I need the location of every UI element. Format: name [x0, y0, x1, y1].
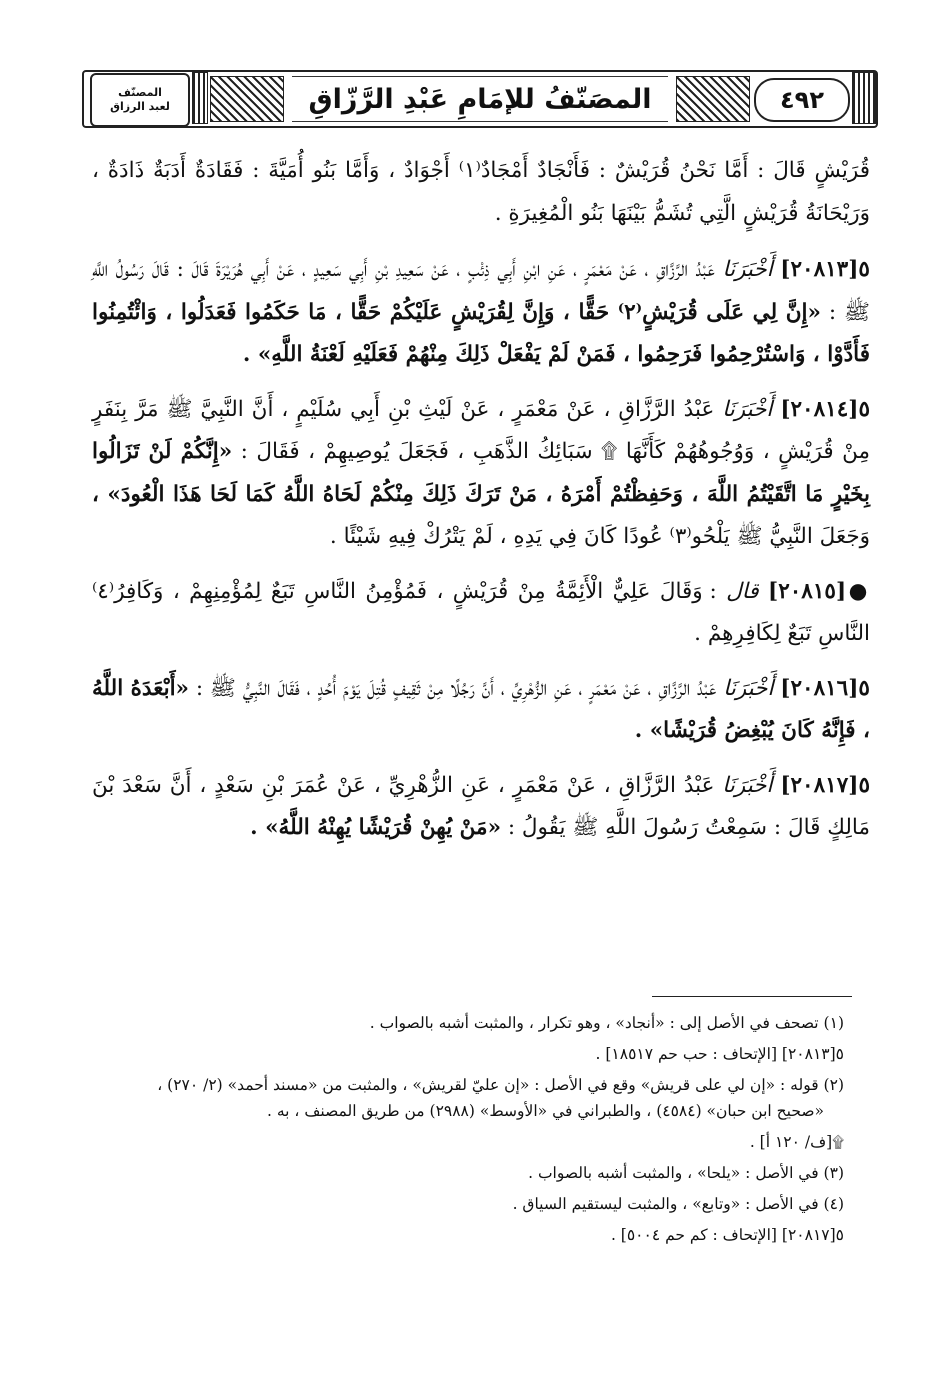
hadith-20814 [92, 389, 870, 559]
akhbarana: أَخْبَرَنَا [722, 396, 773, 422]
page-header [82, 70, 878, 128]
qala: قال [726, 578, 759, 604]
akhbarana: أَخْبَرَنَا [722, 772, 773, 798]
matn: «إِنَّ لِي عَلَى قُرَيْشٍ⁽٢⁾ حَقًّا ، وَإِنَّ لِقُرَيْشٍ عَلَيْكُمْ حَقًّا ، مَا حَكَمُوا فَعَدَلُوا ، وَائْتُمِنُوا فَأَدَّوْا ، وَاسْتُرْحِمُوا فَرَحِمُوا ، فَمَنْ لَمْ يَفْعَلْ ذَلِكَ مِنْهُمْ فَعَلَيْهِ لَعْنَةُ اللَّهِ» . [92, 299, 870, 367]
footnote-2-continued: «صحيح ابن حبان» (٤٥٨٤) ، والطبراني في «الأوسط» (٢٩٨٨) من طريق المصنف ، به . [267, 1102, 824, 1120]
seal-line-1: المصنّف [118, 86, 162, 99]
hadith-20817 [92, 765, 870, 850]
isnad: عَبْدُ الرَّزَّاقِ ، عَنْ مَعْمَرٍ ، عَنِ الزُّهْرِيِّ ، أَنَّ رَجُلًا مِنْ ثَقِيفٍ قُتِلَ يَوْمَ أُحُدٍ ، فَقَالَ النَّبِيُّ ﷺ : [195, 675, 717, 701]
narration-tail: وَجَعَلَ النَّبِيُّ ﷺ يَلْحُو⁽٣⁾ عُودًا كَانَ فِي يَدِهِ ، لَمْ يَتْرُكْ فِيهِ شَيْئًا . [329, 524, 870, 549]
hadith-number: ٥[٢٠٨١٣] [780, 257, 870, 282]
matn: «مَنْ يُهِنْ قُرَيْشًا يُهِنْهُ اللَّهُ» . [250, 815, 502, 840]
seal-line-2: لعبد الرزاق [110, 100, 170, 113]
isnad: عَبْدُ الرَّزَّاقِ ، عَنْ مَعْمَرٍ ، عَنِ الزُّهْرِيِّ ، عَنْ عُمَرَ بْنِ سَعْدٍ ، أَنَّ سَعْدَ بْنَ مَالِكٍ قَالَ : سَمِعْتُ رَسُولَ اللَّهِ ﷺ يَقُولُ : [92, 772, 870, 840]
matn: «إِنَّكُمْ لَنْ تَزَالُوا بِخَيْرٍ مَا اتَّقَيْتُمُ اللَّهَ ، وَحَفِظْتُمْ أَمْرَهُ ، مَنْ تَرَكَ ذَلِكَ مِنْكُمْ لَحَاهُ اللَّهُ كَمَا لَحَا هَذَا الْعُودَ» ، [92, 439, 870, 507]
hadith-20816 [92, 668, 870, 753]
akhbarana: أَخْبَرَنَا [723, 675, 774, 701]
footnote-separator [652, 996, 852, 997]
akhbarana: أَخْبَرَنَا [722, 257, 773, 282]
header-ornament-cap-left [192, 72, 208, 124]
hadith-number: ٥[٢٠٨١٧] [780, 772, 870, 798]
header-ornament-left [210, 76, 284, 122]
page-number: ٤٩٢ [754, 78, 850, 122]
running-title: المصَنّفُ للإمَامِ عَبْدِ الرَّزّاقِ [292, 76, 668, 122]
athar-text: : وَقَالَ عَلِيٌّ الْأَئِمَّةُ مِنْ قُرَيْشٍ ، فَمُؤْمِنُ النَّاسِ تَبَعٌ لِمُؤْمِنِهِمْ ، وَكَافِرُ⁽٤⁾ النَّاسِ تَبَعٌ لِكَافِرِهِمْ . [92, 578, 870, 646]
isnad: عَبْدُ الرَّزَّاقِ ، عَنْ مَعْمَرٍ ، عَنْ لَيْثِ بْنِ أَبِي سُلَيْمٍ ، أَنَّ النَّبِيَّ ﷺ مَرَّ بِنَفَرٍ مِنْ قُرَيْشٍ ، وَوُجُوهُهُمْ كَأَنَّهَا ۩ سَبَائِكُ الذَّهَبِ ، فَجَعَلَ يُوصِيهِمْ ، فَقَالَ : [92, 396, 870, 464]
footnote-4: (٤) في الأصل : «وتابع» ، والمثبت ليستقيم السياق . [512, 1195, 844, 1213]
main-text [92, 150, 870, 862]
athar-number: ●[٢٠٨١٥] [768, 578, 871, 604]
matn: «أَبْعَدَهُ اللَّهُ ، فَإِنَّهُ كَانَ يُبْغِضُ قُرَيْشًا» . [92, 675, 870, 743]
athar-20815 [92, 571, 870, 656]
hadith-number: ٥[٢٠٨١٦] [780, 675, 870, 701]
folio-marker: ۩[ف/ ١٢٠ أ] . [749, 1133, 844, 1151]
hadith-20813 [92, 249, 870, 377]
footnotes [92, 1010, 844, 1253]
takhrij-20817: ٥[٢٠٨١٧] [الإتحاف : كم حم ٥٠٠٤] . [610, 1226, 844, 1244]
footnote-2: (٢) قوله : «إن لي على قريش» وقع في الأصل : «إن عليّ لقريش» ، والمثبت من «مسند أحمد» (٢/ ٢٧٠) ، [157, 1076, 844, 1094]
paragraph-continuation: قُرَيْشٍ قَالَ : أَمَّا نَحْنُ قُرَيْشٌ : فَأَنْجَادٌ أَمْجَادٌ⁽١⁾ أَجْوَادٌ ، وَأَمَّا بَنُو أُمَيَّةَ : فَقَادَةٌ أَدَبَةٌ ذَادَةٌ ، وَرَيْحَانَةُ قُرَيْشٍ الَّتِي تُشَمُّ بَيْنَهَا بَنُو الْمُغِيرَةِ . [92, 158, 870, 226]
hadith-number: ٥[٢٠٨١٤] [780, 396, 870, 422]
header-seal-logo [90, 73, 190, 127]
isnad: عَبْدُ الرَّزَّاقِ ، عَنْ مَعْمَرٍ ، عَنِ ابْنِ أَبِي ذِئْبٍ ، عَنْ سَعِيدِ بْنِ أَبِي سَعِيدٍ ، عَنْ أَبِي هُرَيْرَةَ قَالَ : قَالَ رَسُولُ اللَّهِ ﷺ : [92, 257, 870, 325]
footnote-3: (٣) في الأصل : «يلحا» ، والمثبت أشبه بالصواب . [528, 1164, 844, 1182]
takhrij-20813: ٥[٢٠٨١٣] [الإتحاف : حب حم ١٨٥١٧] . [595, 1045, 844, 1063]
header-ornament-cap-right [852, 72, 876, 124]
header-ornament-right [676, 76, 750, 122]
footnote-1: (١) تصحف في الأصل إلى : «أنجاد» ، وهو تكرار ، والمثبت أشبه بالصواب . [369, 1014, 844, 1032]
